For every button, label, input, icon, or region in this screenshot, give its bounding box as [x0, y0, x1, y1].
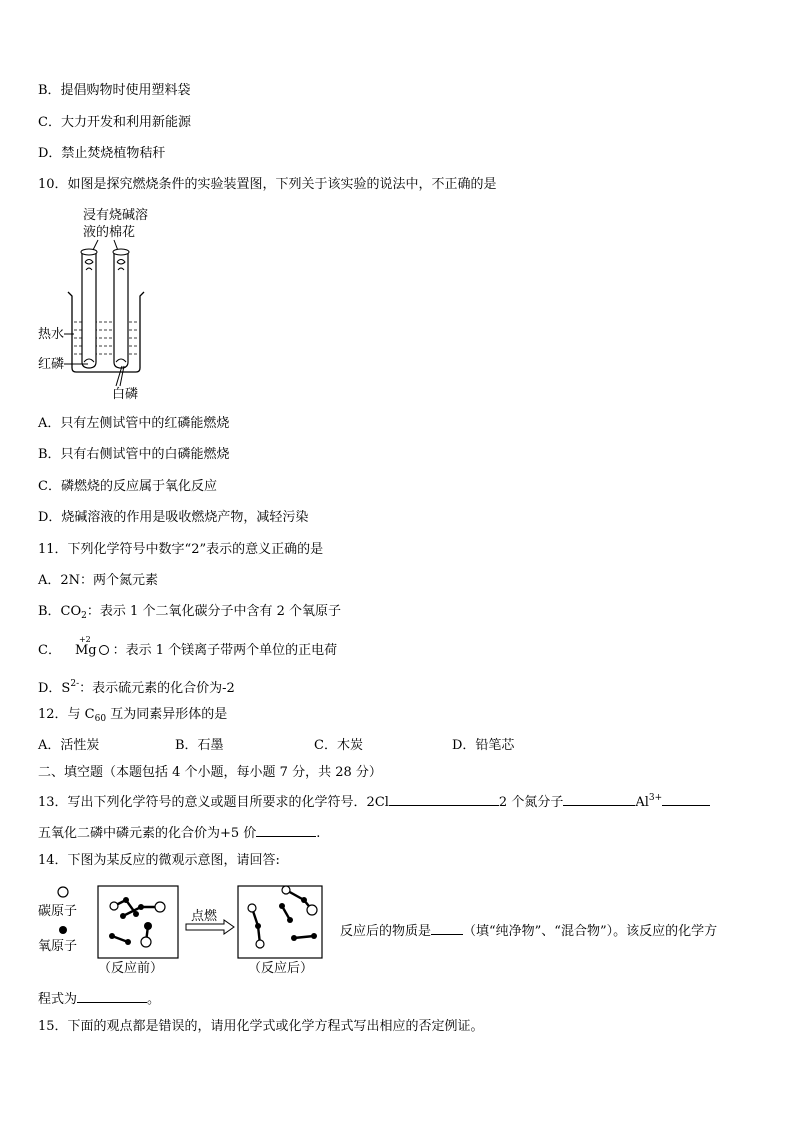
- q9-option-d: D．禁止焚烧植物秸秆: [38, 146, 166, 161]
- legend-oxygen-label: 氧原子: [38, 939, 78, 954]
- section2-heading: 二、填空题（本题包括 4 个小题，每小题 7 分，共 28 分）: [38, 765, 382, 780]
- after-box: [238, 886, 322, 958]
- label-hot-water: 热水: [38, 327, 65, 342]
- label-white-phosphorus: 白磷: [112, 387, 139, 400]
- legend-carbon-label: 碳原子: [38, 904, 78, 919]
- q11-option-b-formula: B．CO: [38, 604, 82, 619]
- q11-stem: 11．下列化学符号中数字“2”表示的意义正确的是: [38, 542, 324, 557]
- label-red-phosphorus: 红磷: [38, 357, 65, 372]
- q10-option-c: C．磷燃烧的反应属于氧化反应: [38, 479, 217, 494]
- q13-al-superscript: 3+: [648, 793, 663, 803]
- beaker: [68, 292, 144, 372]
- q10-option-d: D．烧碱溶液的作用是吸收燃烧产物，减轻污染: [38, 510, 309, 525]
- oxygen-atom-legend-icon: [58, 887, 68, 897]
- combustion-apparatus-svg: [36, 204, 166, 400]
- label-cotton-line1: 浸有烧碱溶: [83, 208, 149, 223]
- q11-option-c: [38, 635, 338, 660]
- q14-text-pre: 反应后的物质是: [340, 924, 432, 939]
- q10-option-a: A．只有左侧试管中的红磷能燃烧: [38, 416, 230, 431]
- q12-option-a: A．活性炭: [38, 738, 100, 753]
- q13-line1: [38, 789, 710, 812]
- q11-option-c-label: C．: [38, 643, 61, 658]
- q12-stem-subscript: 60: [94, 714, 107, 724]
- q12-stem: [38, 706, 227, 728]
- q11-option-c-text: ：表示 1 个镁离子带两个单位的正电荷: [112, 643, 338, 658]
- q10-option-b: B．只有右侧试管中的白磷能燃烧: [38, 447, 230, 462]
- q11-option-d-formula: D．S: [38, 681, 71, 696]
- q12-option-b: B．石墨: [175, 738, 224, 753]
- carbon-atom-legend-icon: [59, 926, 67, 934]
- q11-option-d: [38, 675, 235, 698]
- q11-option-d-text: ：表示硫元素的化合价为-2: [79, 681, 235, 696]
- label-cotton-line2: 液的棉花: [83, 225, 136, 240]
- q14-text-after-figure: [340, 920, 717, 941]
- before-box: [98, 886, 178, 958]
- q12-option-c: C．木炭: [314, 738, 363, 753]
- q9-option-b: B．提倡购物时使用塑料袋: [38, 83, 191, 98]
- q13-line2: [38, 822, 320, 843]
- mg-valence-symbol: [74, 635, 109, 660]
- q14-text-post: （填“纯净物”、“混合物”）。该反应的化学方: [463, 924, 718, 939]
- q14-line2-pre: 程式为: [38, 992, 78, 1007]
- right-test-tube: [114, 252, 128, 368]
- q10-stem: 10．如图是探究燃烧条件的实验装置图，下列关于该实验的说法中，不正确的是: [38, 177, 497, 192]
- q11-option-b-text: ：表示 1 个二氧化碳分子中含有 2 个氧原子: [86, 604, 341, 619]
- q11-option-d-superscript: 2-: [70, 679, 80, 689]
- mg-valence-superscript: +2: [78, 635, 91, 644]
- q14-stem: 14．下图为某反应的微观示意图，请回答:: [38, 853, 280, 868]
- q11-option-b: [38, 603, 341, 625]
- mg-symbol: Mg: [74, 643, 97, 658]
- q14-line2-post: 。: [147, 992, 161, 1007]
- q12-option-d: D．铅笔芯: [452, 738, 515, 753]
- q14-blank-1[interactable]: [431, 920, 463, 935]
- q13-blank-4[interactable]: [256, 822, 316, 837]
- reaction-microdiagram-svg: [36, 880, 340, 978]
- small-circle-icon: [99, 645, 109, 655]
- left-test-tube: [82, 252, 96, 368]
- q13-blank-1[interactable]: [389, 791, 499, 806]
- q13-blank-2[interactable]: [563, 791, 635, 806]
- caption-after: （反应后）: [248, 961, 314, 976]
- q13-blank-3[interactable]: [662, 791, 710, 806]
- q13-text3: Al: [635, 795, 649, 810]
- q15-stem: 15．下面的观点都是错误的，请用化学式或化学方程式写出相应的否定例证。: [38, 1019, 484, 1034]
- q13-line2-end: .: [316, 826, 321, 841]
- q13-text1: 13．写出下列化学符号的意义或题目所要求的化学符号．2Cl: [38, 795, 389, 810]
- arrow-label: 点燃: [191, 909, 218, 924]
- q11-option-b-subscript: 2: [81, 611, 87, 621]
- q14-line2: [38, 988, 160, 1009]
- q11-option-a: A．2N：两个氮元素: [38, 573, 159, 588]
- reaction-microdiagram: [36, 880, 340, 978]
- caption-before: （反应前）: [98, 961, 164, 976]
- q12-stem-pre: 12．与 C: [38, 707, 95, 722]
- q14-blank-2[interactable]: [77, 988, 147, 1003]
- q9-option-c: C．大力开发和利用新能源: [38, 115, 191, 130]
- combustion-apparatus-figure: [36, 204, 166, 400]
- q12-stem-post: 互为同素异形体的是: [106, 707, 228, 722]
- q13-line2-text: 五氧化二磷中磷元素的化合价为+5 价: [38, 826, 257, 841]
- q13-text2: 2 个氮分子: [498, 795, 564, 810]
